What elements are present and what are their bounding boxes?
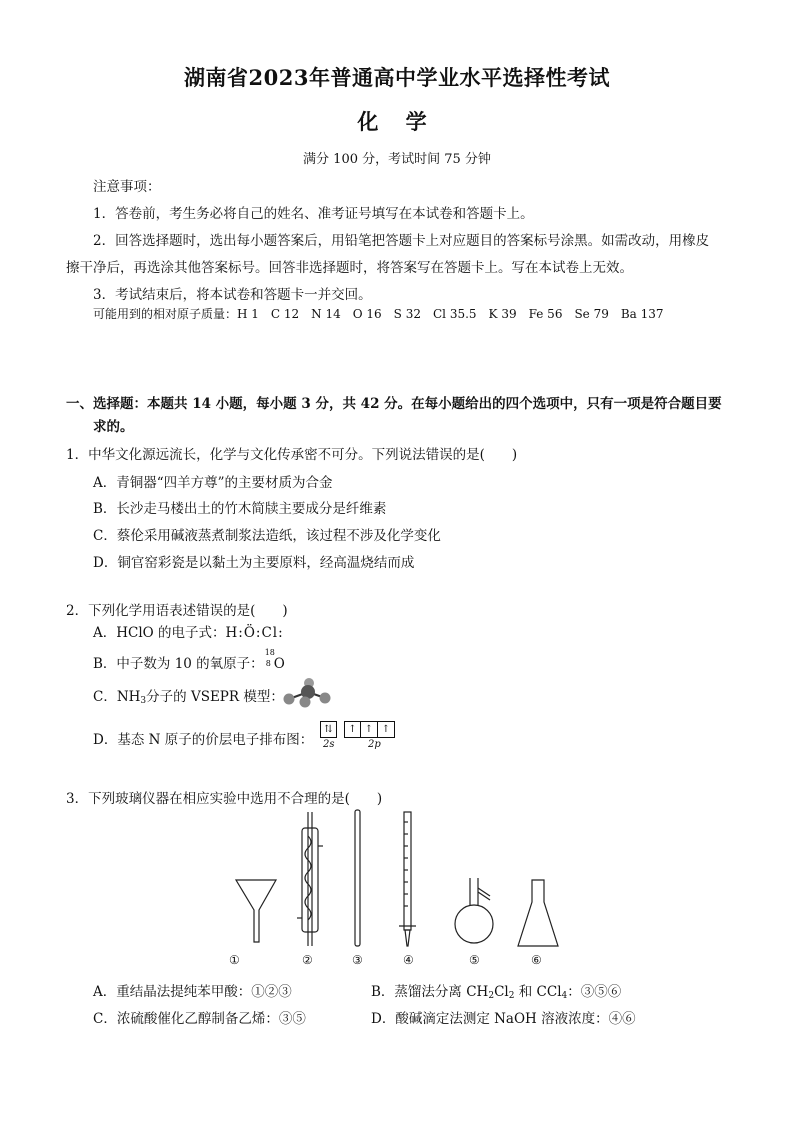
conical-flask-icon xyxy=(518,880,558,946)
q3-option-b-answer: ：③⑤⑥ xyxy=(567,984,622,1000)
funnel-icon xyxy=(236,880,276,942)
q3-stem: 3．下列玻璃仪器在相应实验中选用不合理的是( ) xyxy=(66,791,383,807)
q3-option-b-text: B．蒸馏法分离 CH xyxy=(371,984,489,1000)
q2-option-b-label: B．中子数为 10 的氧原子： xyxy=(93,656,264,672)
orbital-2p-box-2: ↑ xyxy=(361,721,378,738)
orbital-2p-box-3: ↑ xyxy=(378,721,395,738)
orbital-diagram xyxy=(320,719,395,738)
glassware-diagram xyxy=(228,806,568,954)
glassware-label-5: ⑤ xyxy=(469,953,480,967)
q2-option-c xyxy=(93,685,284,706)
hclo-electron-formula: H:Ö:Cl: xyxy=(225,625,284,641)
orbital-label-2s: 2s xyxy=(323,739,335,750)
q2-option-d xyxy=(93,728,313,748)
atomic-number: 8 xyxy=(265,659,271,668)
glassware-label-2: ② xyxy=(302,953,313,967)
nuclide-notation xyxy=(264,648,275,670)
score-time: 满分 100 分，考试时间 75 分钟 xyxy=(303,152,491,167)
sub-3: 4 xyxy=(561,991,568,1001)
element-symbol: O xyxy=(273,656,285,672)
glassware-label-1: ① xyxy=(229,953,240,967)
section-heading-cont: 求的。 xyxy=(93,419,134,435)
cl-text: Cl xyxy=(494,984,509,1000)
q3-option-c: C．浓硫酸催化乙醇制备乙烯：③⑤ xyxy=(93,1011,306,1027)
q1-option-b: B．长沙走马楼出土的竹木简牍主要成分是纤维素 xyxy=(93,501,387,517)
burette-icon xyxy=(399,812,416,946)
glassware-label-3: ③ xyxy=(352,953,363,967)
section-heading: 一、选择题：本题共 14 小题，每小题 3 分，共 42 分。在每小题给出的四个选项中，只有一项是符合题目要 xyxy=(66,396,722,412)
q2-option-a-label: A．HClO 的电子式： xyxy=(93,625,226,641)
subject-title: 化 学 xyxy=(357,109,437,134)
and-ccl-text: 和 CCl xyxy=(514,984,562,1000)
q2-option-d-label: D．基态 N 原子的价层电子排布图： xyxy=(93,732,314,748)
glassware-label-4: ④ xyxy=(403,953,414,967)
q3-option-b xyxy=(371,980,621,1001)
exam-title: 湖南省2023年普通高中学业水平选择性考试 xyxy=(184,65,610,90)
q2-option-c-label: 分子的 VSEPR 模型： xyxy=(146,689,284,705)
orbital-2p-box-1: ↑ xyxy=(344,721,361,738)
nh3-sub: 3 xyxy=(140,696,147,706)
distillation-flask-icon xyxy=(455,878,493,943)
notice-heading: 注意事项： xyxy=(93,179,161,195)
notice-item-1: 1．答卷前，考生务必将自己的姓名、准考证号填写在本试卷和答题卡上。 xyxy=(93,206,534,222)
orbital-label-2p: 2p xyxy=(368,739,381,750)
q1-option-c: C．蔡伦采用碱液蒸煮制浆法造纸，该过程不涉及化学变化 xyxy=(93,528,441,544)
q2-option-a xyxy=(93,621,284,641)
glass-rod-icon xyxy=(355,810,360,946)
notice-item-3: 3．考试结束后，将本试卷和答题卡一并交回。 xyxy=(93,287,372,303)
glassware-label-6: ⑥ xyxy=(531,953,542,967)
q3-option-d: D．酸碱滴定法测定 NaOH 溶液浓度：④⑥ xyxy=(371,1011,636,1027)
condenser-icon xyxy=(297,812,323,946)
q2-option-b xyxy=(93,648,285,672)
q1-option-a: A．青铜器“四羊方尊”的主要材质为合金 xyxy=(93,475,333,491)
sub-2: 2 xyxy=(508,991,515,1001)
q1-stem: 1．中华文化源远流长，化学与文化传承密不可分。下列说法错误的是( ) xyxy=(66,447,518,463)
vsepr-model-diagram xyxy=(278,678,338,708)
orbital-2s-box: ⇅ xyxy=(320,721,337,738)
q1-option-d: D．铜官窑彩瓷是以黏土为主要原料，经高温烧结而成 xyxy=(93,555,415,571)
notice-item-2-cont: 擦干净后，再选涂其他答案标号。回答非选择题时，将答案写在答题卡上。写在本试卷上无效。 xyxy=(66,260,633,276)
nh3-text: C．NH xyxy=(93,689,141,705)
q3-option-a: A．重结晶法提纯苯甲酸：①②③ xyxy=(93,984,292,1000)
notice-item-2: 2．回答选择题时，选出每小题答案后，用铅笔把答题卡上对应题目的答案标号涂黑。如需改动，用橡皮 xyxy=(93,233,710,249)
q2-stem: 2．下列化学用语表述错误的是( ) xyxy=(66,603,288,619)
sub-1: 2 xyxy=(488,991,495,1001)
atomic-masses: 可能用到的相对原子质量：H 1 C 12 N 14 O 16 S 32 Cl 35.5 K 39 Fe 56 Se 79 Ba 137 xyxy=(93,307,664,321)
mass-number: 18 xyxy=(264,648,275,657)
